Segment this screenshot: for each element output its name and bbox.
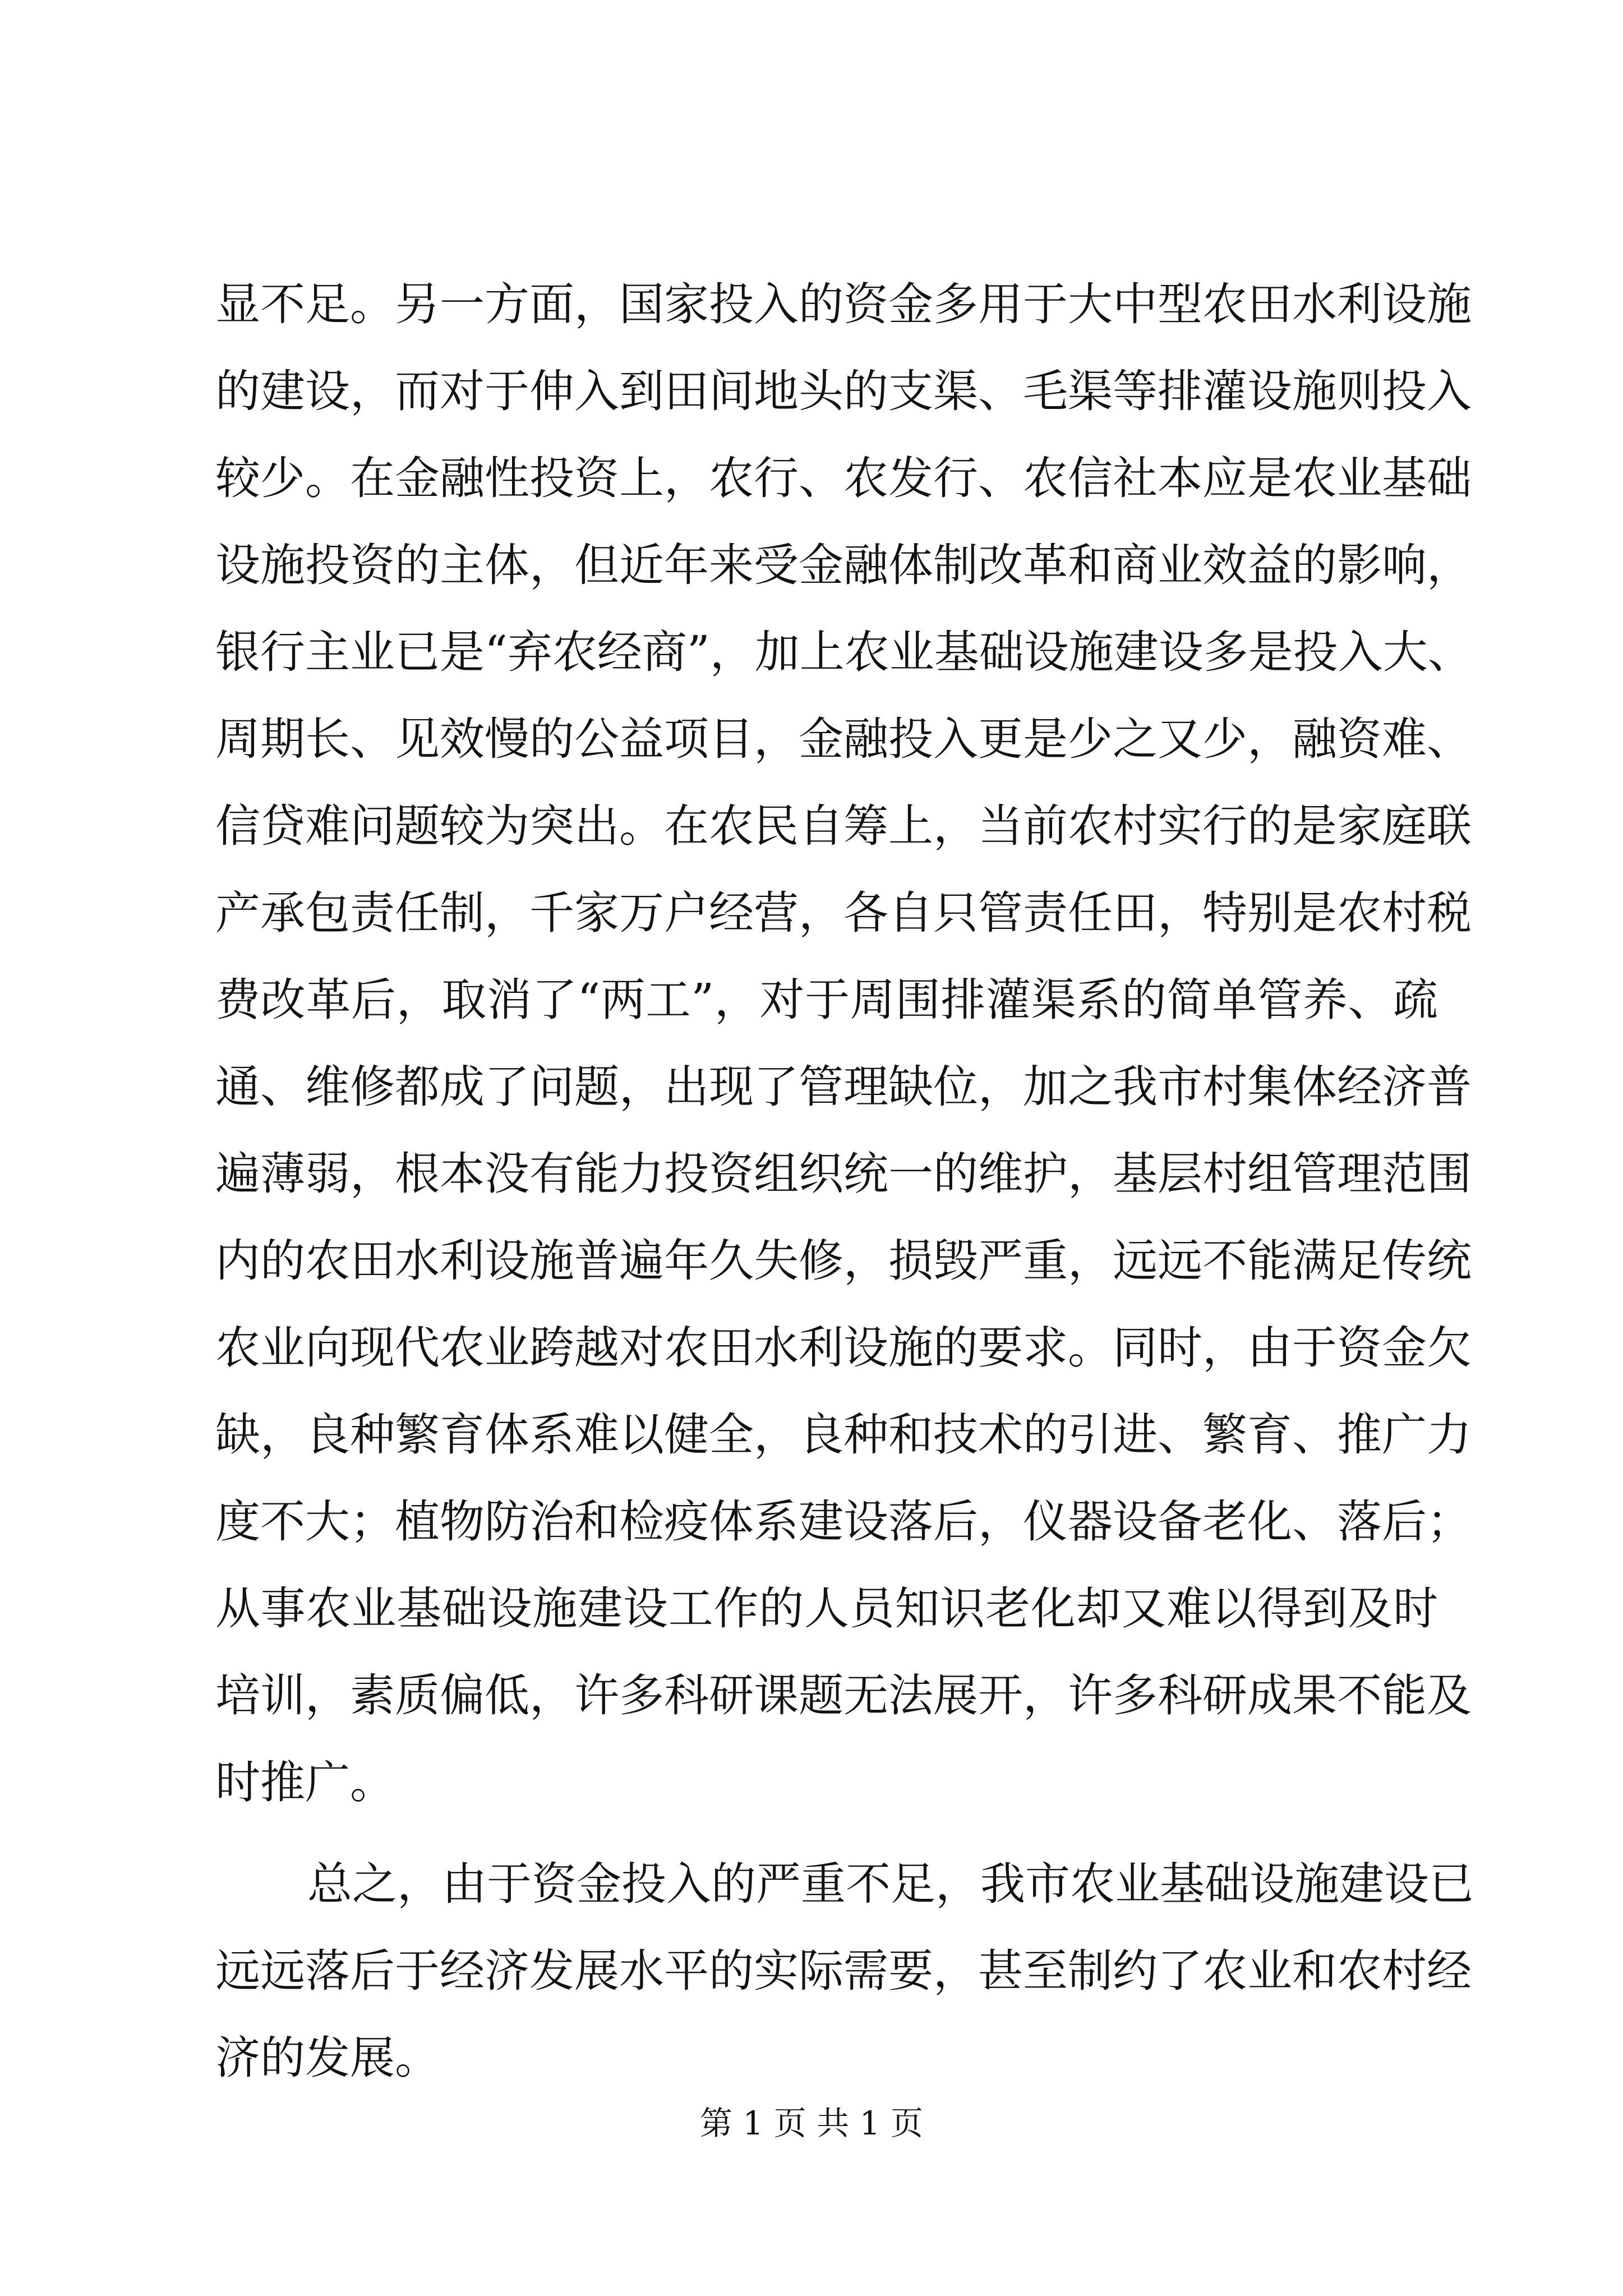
- text-line: 从事农业基础设施建设工作的人员知识老化却又难以得到及时: [215, 1582, 1438, 1635]
- paragraph-1: [215, 261, 1473, 1826]
- text-line: 内的农田水利设施普遍年久失修，损毁严重，远远不能满足传统: [215, 1235, 1472, 1287]
- text-line: 农业向现代农业跨越对农田水利设施的要求。同时，由于资金欠: [215, 1322, 1472, 1374]
- text-line: 产承包责任制，千家万户经营，各自只管责任田，特别是农村税: [215, 887, 1472, 939]
- text-line: 的建设，而对于伸入到田间地头的支渠、毛渠等排灌设施则投入: [215, 365, 1472, 417]
- text-line: 设施投资的主体，但近年来受金融体制改革和商业效益的影响，: [215, 539, 1472, 591]
- text-line: 周期长、见效慢的公益项目，金融投入更是少之又少，融资难、: [215, 713, 1472, 765]
- text-line: 度不大；植物防治和检疫体系建设落后，仪器设备老化、落后；: [215, 1496, 1472, 1548]
- text-line: 时推广。: [215, 1756, 395, 1809]
- page-number-footer: 第 1 页 共 1 页: [700, 2104, 923, 2142]
- paragraph-2: [215, 1841, 1474, 2101]
- text-line: 显不足。另一方面，国家投入的资金多用于大中型农田水利设施: [215, 278, 1472, 330]
- text-line: 较少。在金融性投资上，农行、农发行、农信社本应是农业基础: [215, 452, 1472, 504]
- text-line: 远远落后于经济发展水平的实际需要，甚至制约了农业和农村经: [215, 1945, 1472, 1997]
- text-line: 银行主业已是“弃农经商”，加上农业基础设施建设多是投入大、: [215, 626, 1473, 678]
- text-line: 遍薄弱，根本没有能力投资组织统一的维护，基层村组管理范围: [215, 1148, 1472, 1200]
- text-line: 信贷难问题较为突出。在农民自筹上，当前农村实行的是家庭联: [215, 800, 1472, 852]
- text-line: 缺，良种繁育体系难以健全，良种和技术的引进、繁育、推广力: [215, 1409, 1472, 1461]
- paragraph-spacer: [215, 1826, 1438, 1841]
- text-line: 通、维修都成了问题，出现了管理缺位，加之我市村集体经济普: [215, 1061, 1472, 1113]
- text-line: 培训，素质偏低，许多科研课题无法展开，许多科研成果不能及: [215, 1669, 1472, 1722]
- text-line: 济的发展。: [215, 2032, 440, 2084]
- document-body: [215, 261, 1474, 2101]
- text-line: 费改革后，取消了“两工”，对于周围排灌渠系的简单管养、疏: [215, 974, 1438, 1026]
- text-line: 总之，由于资金投入的严重不足，我市农业基础设施建设已: [307, 1858, 1474, 1910]
